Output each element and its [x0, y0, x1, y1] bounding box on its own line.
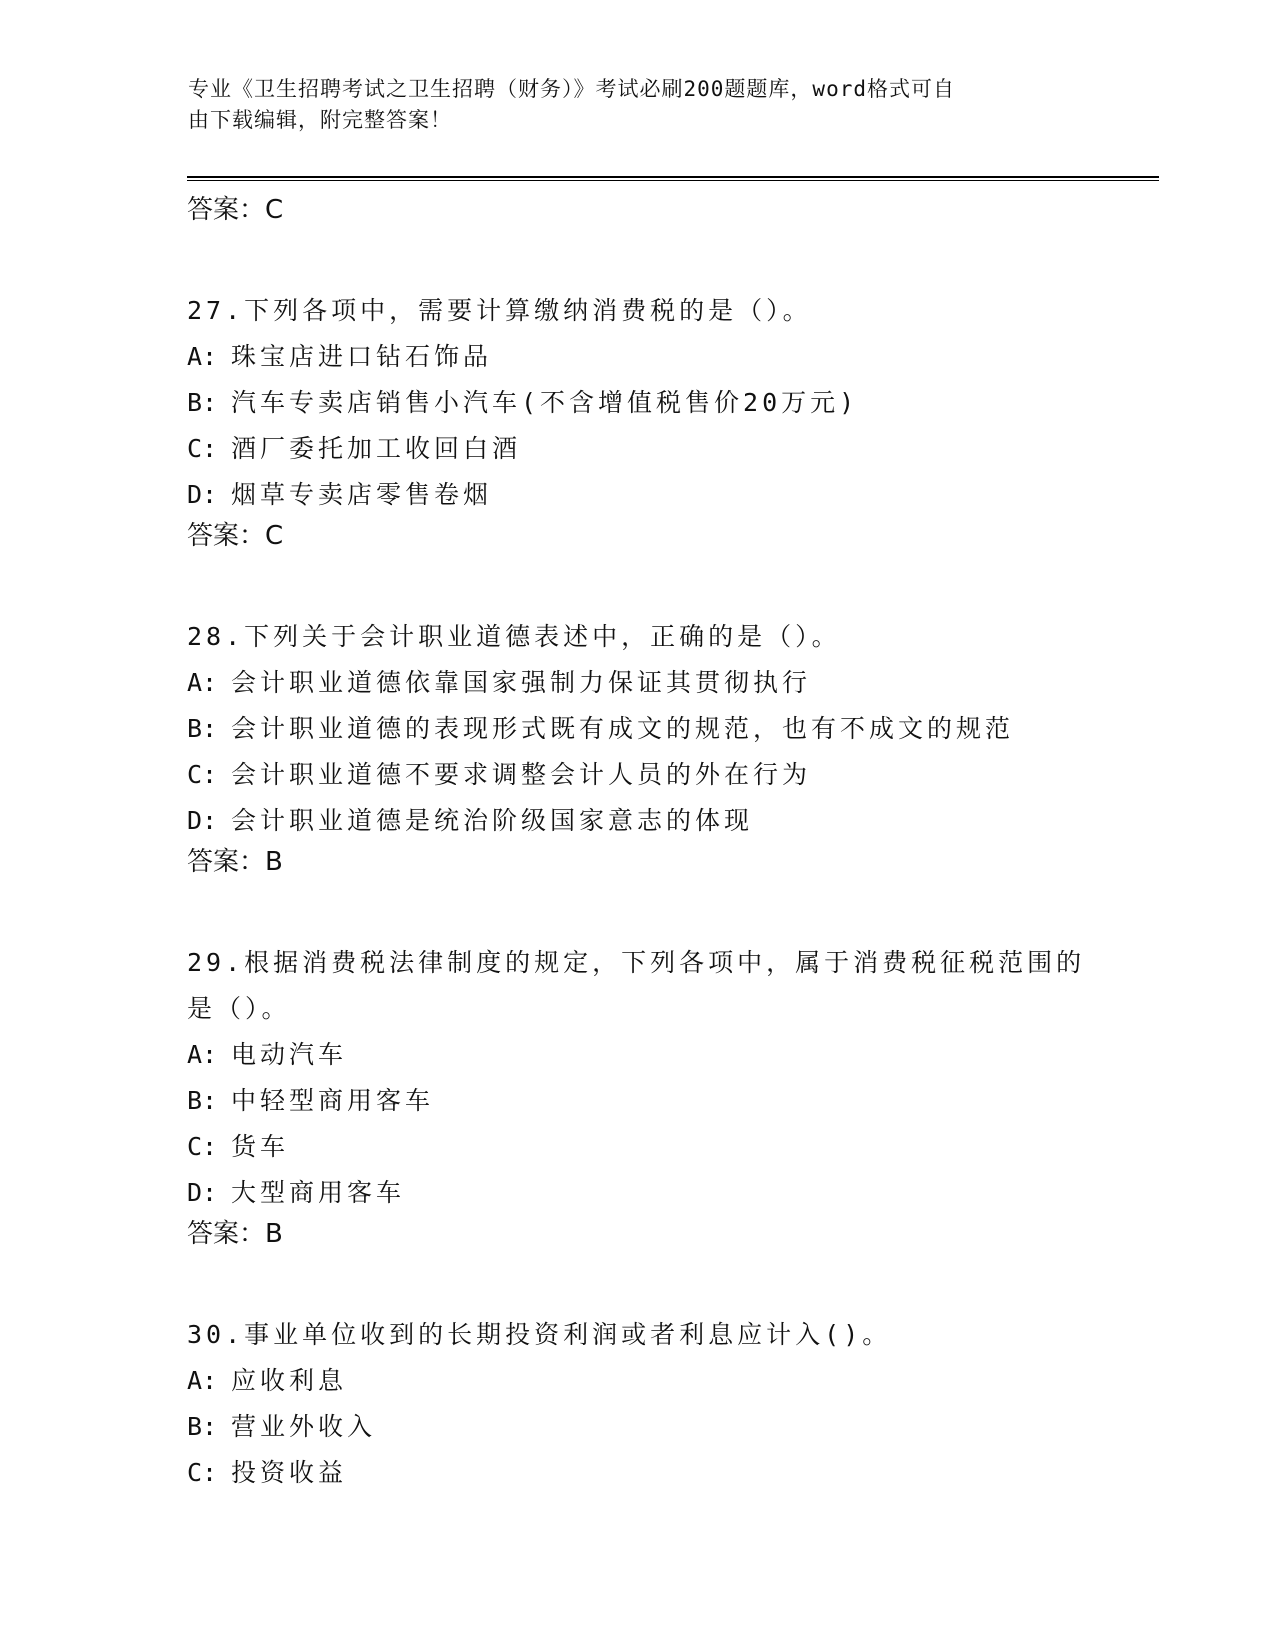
option-letter: A:	[187, 668, 218, 697]
option-d	[187, 798, 1087, 844]
option-letter: A:	[187, 1366, 218, 1395]
option-text: 电动汽车	[231, 1040, 348, 1069]
option-a	[187, 1358, 1087, 1404]
question-text-line-2: 是（）。	[187, 994, 291, 1023]
option-b	[187, 380, 1087, 426]
option-c	[187, 1450, 1087, 1496]
option-a	[187, 660, 1087, 706]
header-line-2: 由下载编辑，附完整答案！	[188, 108, 452, 132]
option-text: 酒厂委托加工收回白酒	[231, 434, 522, 463]
page-header	[188, 74, 1088, 136]
option-c	[187, 426, 1087, 472]
question-27	[187, 288, 1087, 554]
option-text: 营业外收入	[231, 1412, 377, 1441]
option-text: 会计职业道德依靠国家强制力保证其贯彻执行	[231, 668, 812, 697]
option-c	[187, 752, 1087, 798]
option-letter: D:	[187, 806, 218, 835]
option-text: 中轻型商用客车	[231, 1086, 435, 1115]
option-letter: D:	[187, 1178, 218, 1207]
question-text: 28.下列关于会计职业道德表述中，正确的是（）。	[187, 622, 841, 651]
header-divider	[187, 176, 1159, 181]
option-d	[187, 472, 1087, 518]
option-d	[187, 1170, 1087, 1216]
option-text: 珠宝店进口钻石饰品	[231, 342, 493, 371]
option-letter: C:	[187, 434, 218, 463]
option-letter: A:	[187, 342, 218, 371]
option-a	[187, 1032, 1087, 1078]
option-text: 应收利息	[231, 1366, 348, 1395]
question-29	[187, 940, 1087, 1252]
question-text: 27.下列各项中，需要计算缴纳消费税的是（）。	[187, 296, 812, 325]
answer-28: 答案：B	[187, 847, 283, 877]
option-text: 汽车专卖店销售小汽车(不含增值税售价20万元)	[231, 388, 859, 417]
option-letter: C:	[187, 1458, 218, 1487]
option-a	[187, 334, 1087, 380]
option-b	[187, 1078, 1087, 1124]
question-text-line-1: 29.根据消费税法律制度的规定，下列各项中，属于消费税征税范围的	[187, 948, 1086, 977]
question-text: 30.事业单位收到的长期投资利润或者利息应计入()。	[187, 1320, 892, 1349]
option-letter: B:	[187, 714, 218, 743]
option-b	[187, 1404, 1087, 1450]
option-letter: D:	[187, 480, 218, 509]
option-text: 会计职业道德不要求调整会计人员的外在行为	[231, 760, 812, 789]
option-letter: C:	[187, 760, 218, 789]
option-letter: B:	[187, 388, 218, 417]
option-text: 投资收益	[231, 1458, 348, 1487]
question-28	[187, 614, 1087, 880]
option-text: 会计职业道德是统治阶级国家意志的体现	[231, 806, 754, 835]
option-text: 大型商用客车	[231, 1178, 406, 1207]
option-text: 烟草专卖店零售卷烟	[231, 480, 493, 509]
option-letter: C:	[187, 1132, 218, 1161]
option-b	[187, 706, 1087, 752]
option-letter: A:	[187, 1040, 218, 1069]
option-letter: B:	[187, 1086, 218, 1115]
answer-26: 答案：C	[187, 195, 284, 225]
option-letter: B:	[187, 1412, 218, 1441]
answer-27: 答案：C	[187, 521, 284, 551]
answer-29: 答案：B	[187, 1219, 283, 1249]
question-30	[187, 1312, 1087, 1496]
option-text: 会计职业道德的表现形式既有成文的规范，也有不成文的规范	[231, 714, 1015, 743]
header-line-1: 专业《卫生招聘考试之卫生招聘（财务）》考试必刷200题题库，word格式可自	[188, 77, 955, 101]
option-text: 货车	[231, 1132, 290, 1161]
document-body	[187, 192, 1087, 1496]
option-c	[187, 1124, 1087, 1170]
